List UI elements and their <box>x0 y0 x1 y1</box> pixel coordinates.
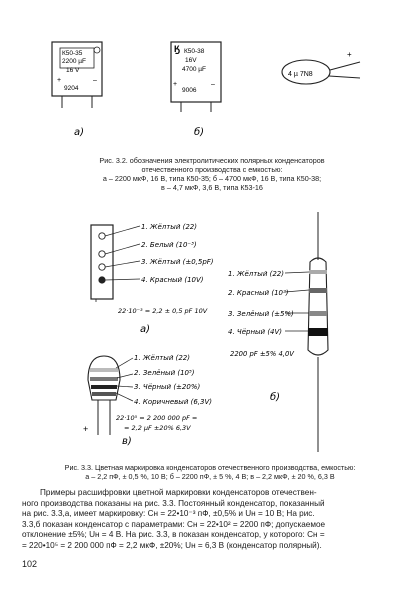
fig33-label-a: а) <box>140 324 151 335</box>
capacitor-k50-38 <box>171 42 221 112</box>
page-number: 102 <box>22 559 38 569</box>
fig32-label-a: а) <box>74 127 85 138</box>
caption-line: а – 2,2 пФ, ± 0,5 %, 10 В; б – 2200 пФ, ± 5 %, 4 В; в – 2,2 мкФ, ± 20 %, 6,3 В <box>85 472 335 481</box>
band-a-1: 1. Жёлтый (22) <box>141 223 197 231</box>
cap-b-code: 9006 <box>182 87 197 94</box>
logo-icon <box>94 47 100 53</box>
band-b-4: 4. Чёрный (4V) <box>228 328 283 336</box>
band-v-2: 2. Зелёный (10⁵) <box>134 369 195 377</box>
band-v-4: 4. Коричневый (6,3V) <box>134 398 212 406</box>
cap-b-type: К50-38 <box>184 48 205 55</box>
fig33-label-v: в) <box>122 436 132 447</box>
cap-a-plus: + <box>57 77 62 84</box>
figure-3-2-caption <box>40 156 384 192</box>
cap-a-minus: – <box>93 77 97 84</box>
body-line: на рис. 3.3,а, имеет маркировку: Сн = 22•10⁻³ пФ, ±0,5% и Uн = 10 В; На рис. <box>22 509 315 519</box>
band-b-3: 3. Зелёный (±5%) <box>228 310 294 318</box>
formula-a: 22·10⁻³ = 2,2 ± 0,5 pF 10V <box>118 307 208 315</box>
cap-c-plus: + <box>347 50 352 59</box>
cap-a-type: К50-35 <box>62 50 83 57</box>
cap-b-voltage: 16V <box>185 57 197 64</box>
cap-c-label: 4 µ 7N8 <box>288 71 313 78</box>
caption-line: в – 4,7 мкФ, 3,6 В, типа К53-16 <box>161 183 263 192</box>
capacitor-b-axial <box>285 212 328 452</box>
cap-a-capacitance: 2200 µF <box>62 58 86 65</box>
band-a-4: 4. Красный (10V) <box>141 276 204 284</box>
formula-v-1: 22·10⁵ = 2 200 000 pF = <box>116 414 198 422</box>
cap-a-code: 9204 <box>64 85 79 92</box>
cap-b-plus: + <box>173 81 178 88</box>
cap-a-voltage: 16 V <box>66 67 80 74</box>
body-line: ного производства показаны на рис. 3.3. Постоянный конденсатор, показанный <box>22 498 325 508</box>
cap-v-plus: + <box>83 424 89 434</box>
body-line: отклонение ±5%; Uн = 4 В. На рис. 3.3, в показан конденсатор, у которого: Сн = <box>22 530 325 540</box>
capacitor-k50-35 <box>52 42 102 108</box>
body-line: Примеры расшифровки цветной маркировки конденсаторов отечествен- <box>40 488 317 497</box>
capacitor-a-disc <box>91 225 140 302</box>
figure-3-3-caption <box>28 463 392 481</box>
formula-v-2: = 2,2 µF ±20% 6,3V <box>124 424 191 432</box>
body-paragraph <box>22 488 396 552</box>
fig32-label-b: б) <box>194 127 205 138</box>
band-a-3: 3. Жёлтый (±0,5pF) <box>141 258 214 266</box>
cap-b-capacitance: 4700 µF <box>182 66 206 73</box>
body-line: 3.3,б показан конденсатор с параметрами: Сн = 22•10² = 2200 пФ; допускаемое <box>22 519 326 529</box>
body-line: = 220•10⁵ = 2 200 000 пФ = 2,2 мкФ, ±20%; Uн = 6,3 В (конденсатор полярный). <box>22 540 322 550</box>
caption-line: а – 2200 мкФ, 16 В, типа К50-35; б – 4700 мкФ, 16 В, типа К50-38; <box>102 174 322 183</box>
caption-line: Рис. 3.2. обозначения электролитических полярных конденсаторов <box>99 156 325 165</box>
caption-line: отечественного производства с емкостью: <box>141 165 283 174</box>
band-v-3: 3. Чёрный (±20%) <box>134 383 201 391</box>
band-b-1: 1. Жёлтый (22) <box>228 270 284 278</box>
formula-b: 2200 pF ±5% 4,0V <box>230 350 294 358</box>
band-v-1: 1. Жёлтый (22) <box>134 354 190 362</box>
capacitor-k53-16 <box>282 50 360 84</box>
fig33-label-b: б) <box>270 392 281 403</box>
caption-line: Рис. 3.3. Цветная маркировка конденсаторов отечественного производства, емкостью: <box>64 463 356 472</box>
cap-b-minus: – <box>211 81 215 88</box>
band-a-2: 2. Белый (10⁻³) <box>141 241 197 249</box>
logo-icon: Ӄ <box>174 44 181 54</box>
band-b-2: 2. Красный (10²) <box>228 289 289 297</box>
